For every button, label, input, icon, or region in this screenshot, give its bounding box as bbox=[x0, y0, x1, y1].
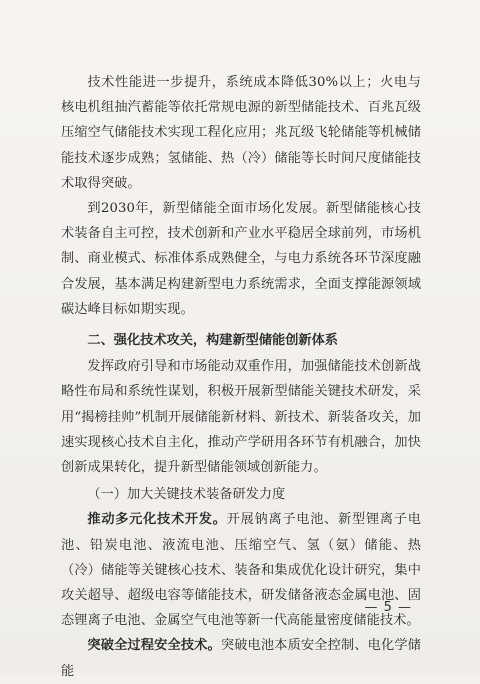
section-heading-2: 二、强化技术攻关，构建新型储能创新体系 bbox=[87, 333, 338, 349]
paragraph-technical-performance: 技术性能进一步提升，系统成本降低30%以上；火电与核电机组抽汽蓄能等依托常规电源的新型储能技术、百兆瓦级压缩空气储能技术实现工程化应用；兆瓦级飞轮储能等机械储能技术逐步成熟；氢储能、热（冷）储能等长时间尺度储能技术取得突破。 bbox=[61, 75, 421, 191]
paragraph-innovation-system: 发挥政府引导和市场能动双重作用，加强储能技术创新战略性布局和系统性谋划，积极开展新型储能关键技术研发，采用“揭榜挂帅”机制开展储能新材料、新技术、新装备攻关，加速实现核心技术自主化，推动产学研用各环节有机融合，加快创新成果转化，提升新型储能领域创新能力。 bbox=[61, 359, 421, 476]
paragraph-safety-tech bbox=[61, 633, 421, 683]
document-body bbox=[61, 70, 421, 684]
paragraph-body-safety: 突破电池本质安全控制、电化学储能 bbox=[61, 638, 421, 679]
subsection-heading-1: （一）加大关键技术装备研发力度 bbox=[87, 487, 286, 503]
paragraph-lead-diversified: 推动多元化技术开发。 bbox=[87, 512, 227, 528]
paragraph-2030-goals: 到2030年，新型储能全面市场化发展。新型储能核心技术装备自主可控，技术创新和产业水平稳居全球前列，市场机制、商业模式、标准体系成熟健全，与电力系统各环节深度融合发展，基本满足构建新型电力系统需求，全面支撑能源领域碳达峰目标如期实现。 bbox=[61, 201, 421, 317]
page-number: — 5 — bbox=[364, 600, 412, 615]
paragraph-lead-safety: 突破全过程安全技术。 bbox=[87, 638, 221, 654]
paragraph-body-diversified: 开展钠离子电池、新型锂离子电池、铅炭电池、液流电池、压缩空气、氢（氨）储能、热（冷）储能等关键核心技术、装备和集成优化设计研究，集中攻关超导、超级电容等储能技术，研发储备液态金属电池、固态锂离子电池、金属空气电池等新一代高能量密度储能技术。 bbox=[61, 512, 422, 629]
